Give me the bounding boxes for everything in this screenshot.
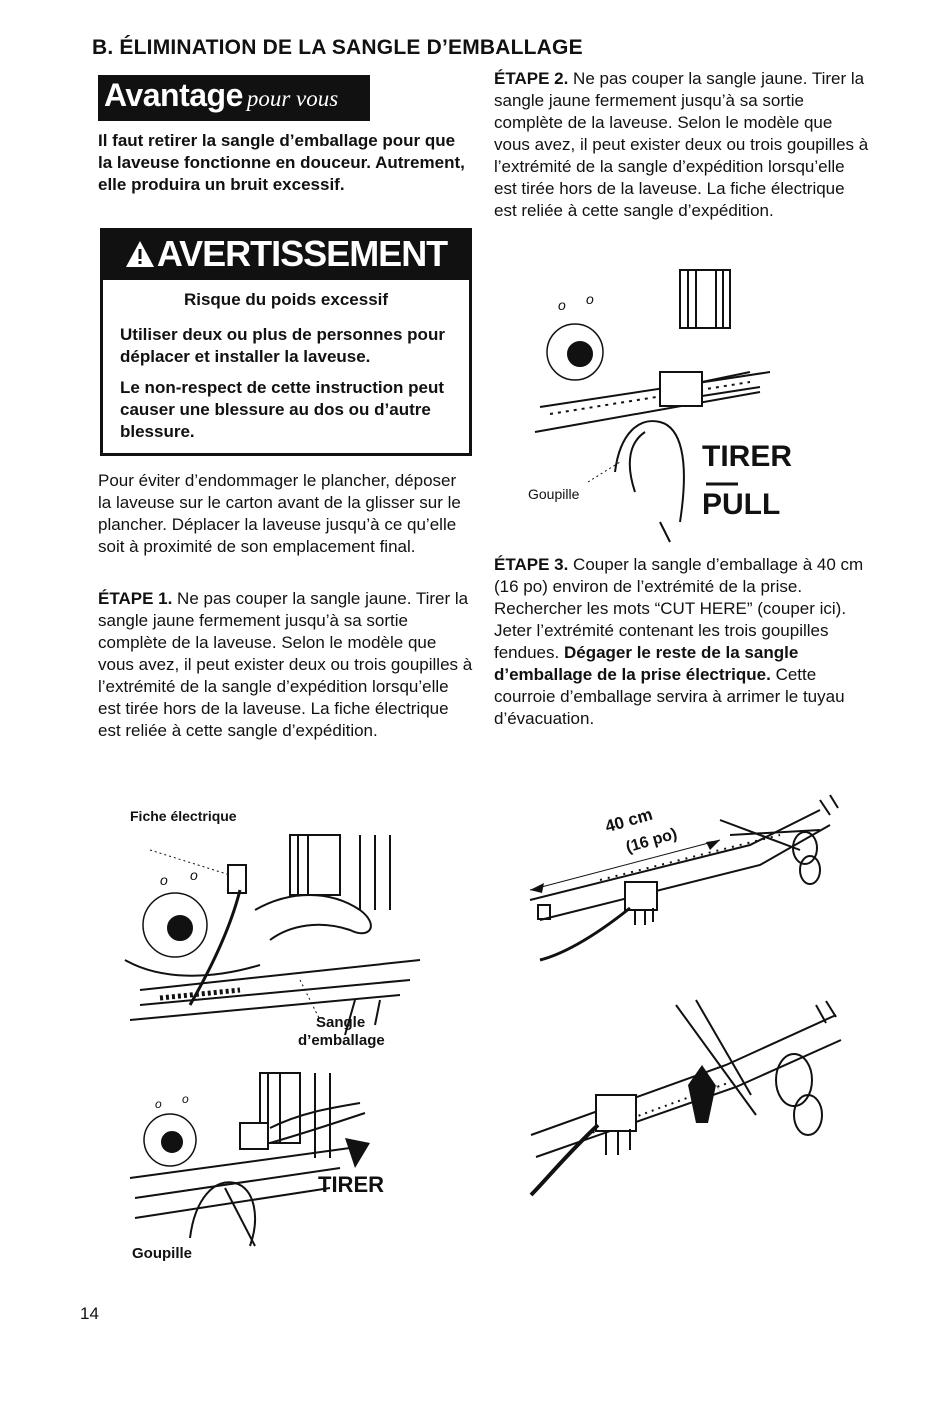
emballage-label: d’emballage	[298, 1032, 385, 1049]
sangle-label: Sangle	[316, 1014, 366, 1031]
warning-triangle-icon	[125, 239, 155, 269]
avantage-small: pour vous	[246, 86, 339, 111]
svg-text:o: o	[190, 867, 198, 883]
svg-text:o: o	[586, 291, 594, 307]
avantage-banner	[98, 75, 370, 119]
etape1-paragraph	[98, 588, 473, 742]
tirer-label-left: TIRER	[318, 1172, 384, 1197]
section-title: B. ÉLIMINATION DE LA SANGLE D’EMBALLAGE	[92, 36, 583, 59]
etape2-label: ÉTAPE 2.	[494, 69, 569, 88]
avantage-underline	[98, 118, 370, 121]
avantage-big: Avantage	[104, 77, 243, 113]
etape3-bold: Dégager le reste de la sangle d’emballage de la prise électrique.	[494, 643, 799, 684]
etape2-text: Ne pas couper la sangle jaune. Tirer la sangle jaune fermement jusqu’à sa sortie complète de la laveuse. Selon le modèle que vous avez, il peut exister deux ou trois goupilles à l’extrémité de la sangle d’expédition lorsqu’elle est tirée hors de la laveuse. La fiche électrique est reliée à cette sangle d’expédition.	[494, 69, 869, 220]
floor-paragraph: Pour éviter d’endommager le plancher, déposer la laveuse sur le carton avant de la glisser sur le plancher. Déplacer la laveuse jusqu’à ce qu’elle soit à proximité de son emplacement final.	[98, 471, 461, 556]
page-number: 14	[80, 1304, 99, 1323]
etape1-text: Ne pas couper la sangle jaune. Tirer la sangle jaune fermement jusqu’à sa sortie complète de la laveuse. Selon le modèle que vous avez, il peut exister deux ou trois goupilles à l’extrémité de la sangle d’expédition lorsqu’elle est tirée hors de la laveuse. La fiche électrique est reliée à cette sangle d’expédition.	[98, 589, 473, 740]
etape3-paragraph	[494, 554, 869, 730]
warning-header-text: AVERTISSEMENT	[156, 233, 448, 274]
etape3-tail: Cette courroie d’emballage servira à arrimer le tuyau d’évacuation.	[494, 665, 845, 728]
fiche-label: Fiche électrique	[130, 808, 237, 824]
svg-text:o: o	[558, 297, 566, 313]
etape3-text: Couper la sangle d’emballage à 40 cm (16 po) environ de l’extrémité de la prise. Rechercher les mots “CUT HERE” (couper ici). Jeter l’extrémité contenant les trois goupilles fendues.	[494, 555, 864, 662]
pull-label: PULL	[702, 488, 781, 521]
warning-subtitle: Risque du poids excessif	[183, 290, 389, 309]
illustration-cut-measure	[520, 790, 850, 960]
svg-text:o: o	[155, 1097, 162, 1111]
svg-text:o: o	[160, 872, 168, 888]
cm-label: 40 cm	[603, 804, 655, 837]
etape2-paragraph	[494, 68, 869, 222]
tirer-label-right: TIRER	[702, 440, 792, 473]
warning-paragraph-1: Utiliser deux ou plus de personnes pour déplacer et installer la laveuse.	[120, 325, 445, 366]
goupille-label-left: Goupille	[132, 1245, 192, 1262]
etape3-label: ÉTAPE 3.	[494, 555, 569, 574]
goupille-label-right: Goupille	[528, 486, 580, 502]
etape1-label: ÉTAPE 1.	[98, 589, 173, 608]
svg-text:o: o	[182, 1092, 189, 1106]
illustration-pull-pins	[130, 1068, 390, 1248]
warning-paragraph-2: Le non-respect de cette instruction peut causer une blessure au dos ou d’autre blessure.	[120, 378, 444, 441]
illustration-plug-strap	[120, 830, 440, 1040]
warning-header	[100, 228, 472, 280]
po-label: (16 po)	[624, 825, 680, 857]
intro-bold-text: Il faut retirer la sangle d’emballage pour que la laveuse fonctionne en douceur. Autrement, elle produira un bruit excessif.	[98, 131, 465, 194]
illustration-cut-scissors	[526, 995, 846, 1205]
